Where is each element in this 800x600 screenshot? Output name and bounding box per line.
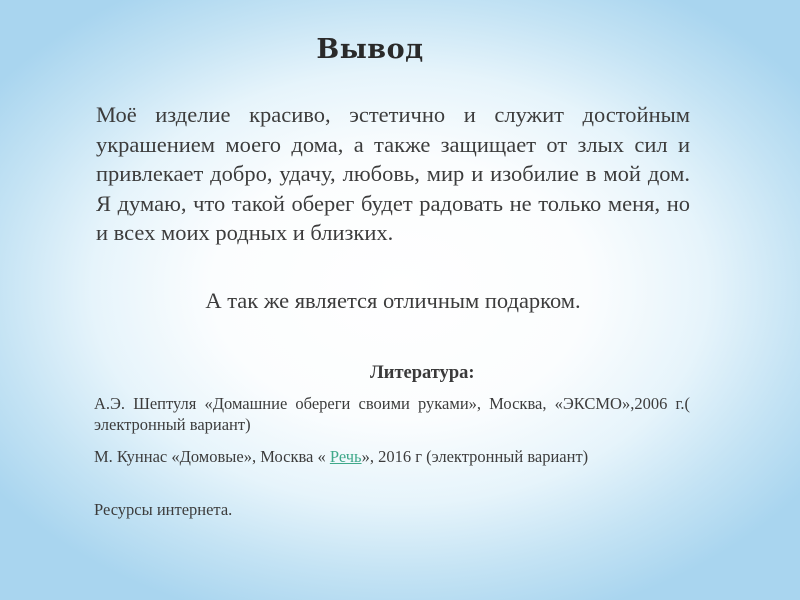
conclusion-paragraph xyxy=(96,100,690,248)
gift-line: А так же является отличным подарком. xyxy=(205,288,581,313)
conclusion-text: Моё изделие красиво, эстетично и служит достойным украшением моего дома, а также защищает от злых сил и привлекает добро, удачу, любовь, мир и изобилие в мой дом. Я думаю, что такой оберег будет радовать не только меня, но и всех моих родных и близких. xyxy=(96,102,690,245)
literature-item-3: Ресурсы интернета. xyxy=(94,500,233,519)
literature-item-2 xyxy=(94,447,690,468)
literature-item-1: А.Э. Шептуля «Домашние обереги своими руками», Москва, «ЭКСМО»,2006 г.( электронный вариант) xyxy=(94,394,690,434)
slide-title: Вывод xyxy=(316,34,424,65)
publisher-link[interactable]: Речь xyxy=(329,447,362,466)
literature-item-2-suffix: », 2016 г (электронный вариант) xyxy=(361,447,589,466)
literature-heading: Литература: xyxy=(370,363,475,383)
literature-item-2-prefix: М. Куннас «Домовые», Москва « xyxy=(94,447,330,466)
